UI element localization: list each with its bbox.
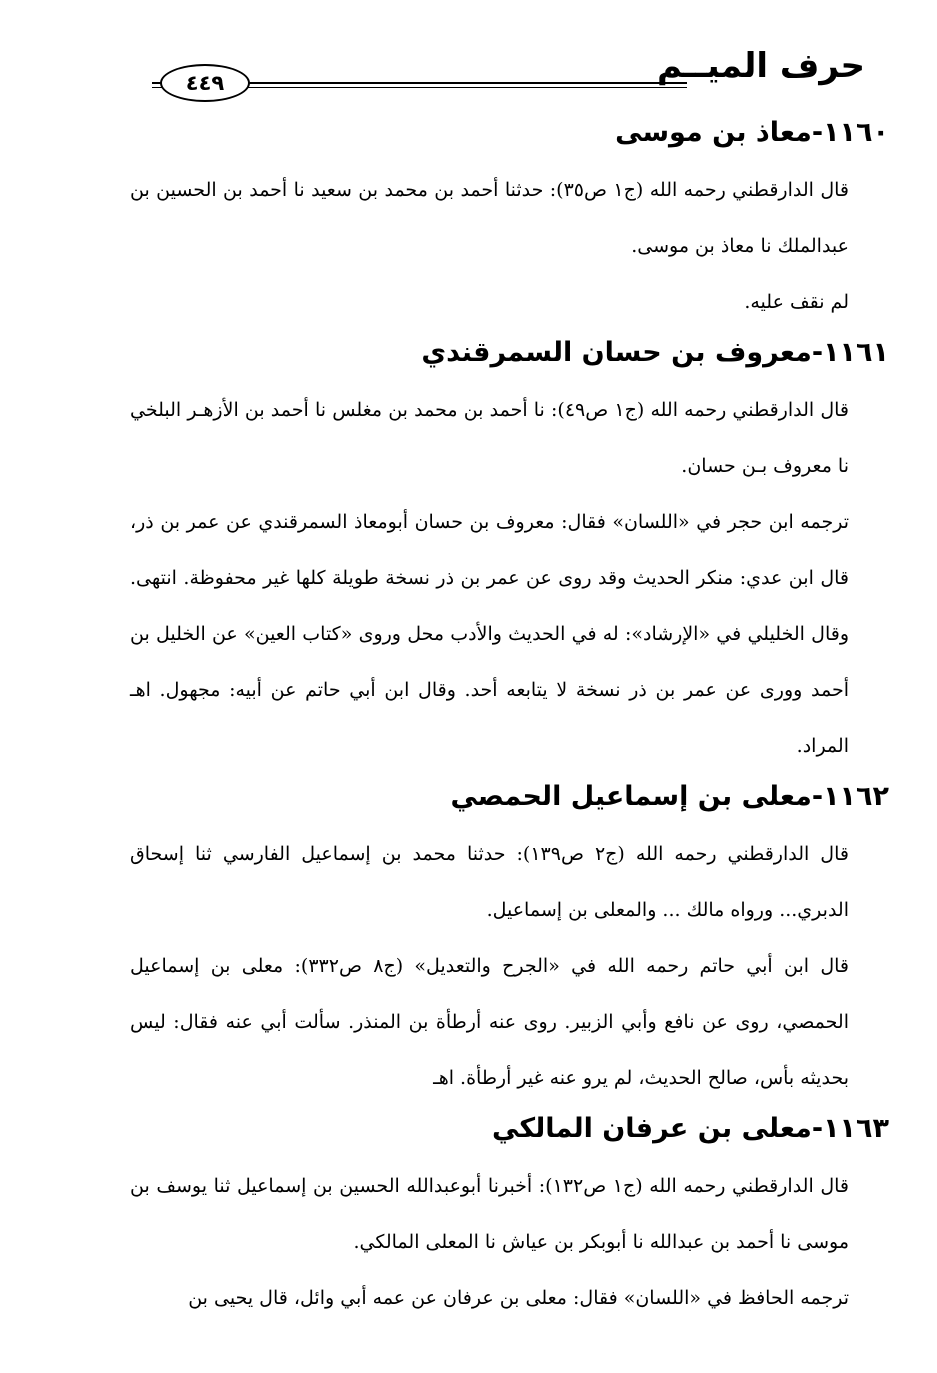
entry-heading: ١١٦١-معروف بن حسان السمرقندي	[421, 337, 889, 368]
page-body	[130, 112, 889, 1328]
entry-heading: ١١٦٠-معاذ بن موسى	[615, 117, 889, 148]
entry-paragraph: لم نقف عليه.	[744, 291, 849, 313]
entry-1162	[130, 776, 889, 1106]
page-header	[130, 44, 865, 100]
entry-paragraph: ترجمه الحافظ في «اللسان» فقال: معلى بن عرفان عن عمه أبي وائل، قال يحيى بن	[188, 1287, 849, 1309]
entry-paragraph: ترجمه ابن حجر في «اللسان» فقال: معروف بن حسان أبومعاذ السمرقندي عن عمر بن ذر، قال ابن عدي: منكر الحديث وقد روى عن عمر بن ذر نسخة طويلة كلها غير محفوظة. انتهى. وقال الخليلي في «الإرشاد»: له في الحديث والأدب محل وروى «كتاب العين» عن الخليل بن أحمد وورى عن عمر بن ذر نسخة لا يتابعه أحد. وقال ابن أبي حاتم عن أبيه: مجهول. اهـ المراد.	[130, 511, 849, 757]
entry-paragraph: قال الدارقطني رحمه الله (ج١ ص٣٥): حدثنا أحمد بن محمد بن سعيد نا أحمد بن الحسين بن عبدالملك نا معاذ بن موسى.	[130, 179, 849, 257]
entry-paragraph: قال الدارقطني رحمه الله (ج١ ص٤٩): نا أحمد بن محمد بن مغلس نا أحمد بن الأزهـر البلخي نا معروف بـن حسان.	[130, 399, 849, 477]
entry-heading: ١١٦٣-معلى بن عرفان المالكي	[492, 1113, 889, 1144]
entry-1160	[130, 112, 889, 330]
page-number: ٤٤٩	[160, 64, 250, 102]
entry-heading: ١١٦٢-معلى بن إسماعيل الحمصي	[450, 781, 889, 812]
entry-paragraph: قال الدارقطني رحمه الله (ج١ ص١٣٢): أخبرنا أبوعبدالله الحسين بن إسماعيل ثنا يوسف بن موسى نا أحمد بن عبدالله نا أبوبكر بن عياش نا المعلى المالكي.	[130, 1175, 849, 1253]
chapter-title: حرف الميــم	[657, 46, 865, 86]
entry-paragraph: قال الدارقطني رحمه الله (ج٢ ص١٣٩): حدثنا محمد بن إسماعيل الفارسي ثنا إسحاق الدبري... ورواه مالك ... والمعلى بن إسماعيل.	[130, 843, 849, 921]
entry-1163	[130, 1108, 889, 1326]
entry-1161	[130, 332, 889, 774]
entry-paragraph: قال ابن أبي حاتم رحمه الله في «الجرح والتعديل» (ج٨ ص٣٣٢): معلى بن إسماعيل الحمصي، روى عن نافع وأبي الزبير. روى عنه أرطأة بن المنذر. سألت أبي عنه فقال: ليس بحديثه بأس، صالح الحديث، لم يرو عنه غير أرطأة. اهـ	[130, 955, 849, 1089]
